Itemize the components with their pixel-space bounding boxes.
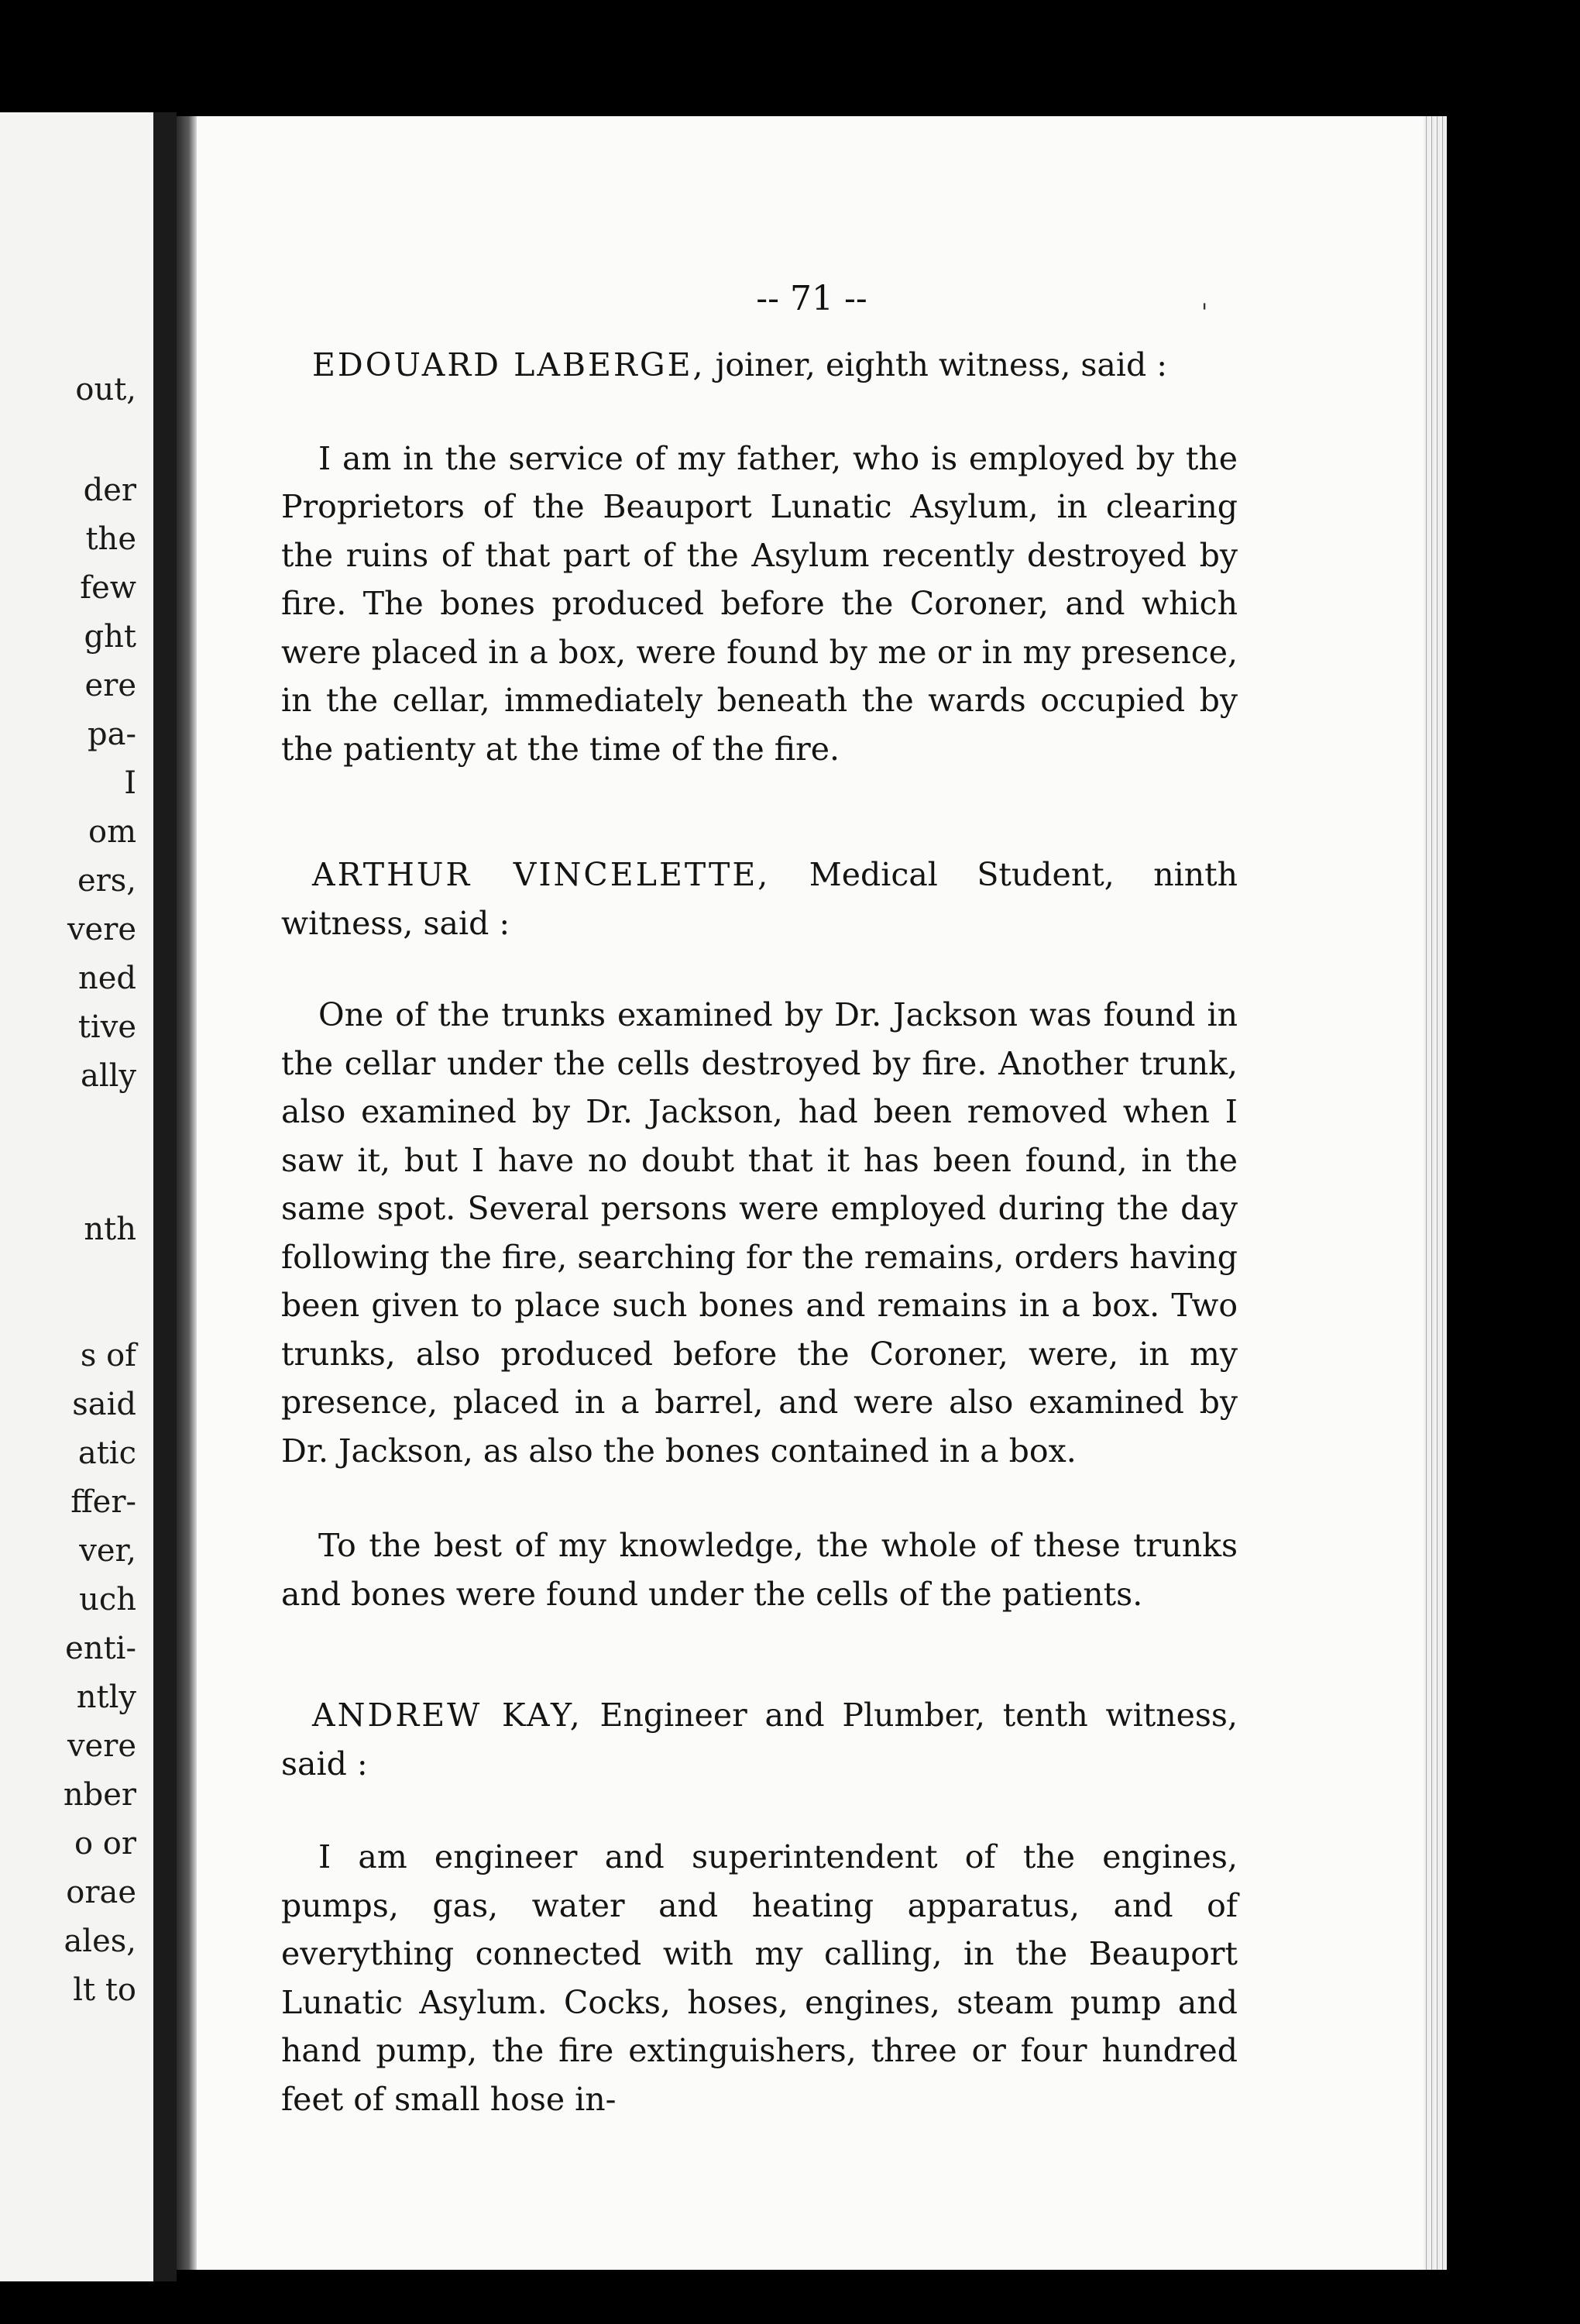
- left-page-fragment: ned: [77, 961, 136, 996]
- left-page-fragment: tive: [77, 1009, 136, 1045]
- testimony-paragraph: To the best of my knowledge, the whole of these trunks and bones were found under the cells of the patients.: [281, 1527, 1238, 1613]
- left-page-fragment: nth: [84, 1212, 136, 1247]
- left-page-fragment: der: [83, 473, 136, 508]
- witness-name: ARTHUR VINCELETTE,: [312, 856, 771, 893]
- left-page-fragment: ffer-: [70, 1484, 136, 1520]
- testimony-paragraph: One of the trunks examined by Dr. Jackson was found in the cellar under the cells destroyed by fire. Another trunk, also examined by Dr. Jackson, had been removed when I saw it, but I have no doubt that it has been found, in the same spot. Several persons were employed during the day following the fire, searching for the remains, orders having been given to place such bones and remains in a box. Two trunks, also produced before the Coroner, were, in my presence, placed in a barrel, and were also examined by Dr. Jackson, as also the bones contained in a box.: [281, 996, 1238, 1470]
- witness-heading: [281, 1691, 1238, 1788]
- left-page-fragment: few: [80, 570, 136, 606]
- witness-description: joiner, eighth witness, said :: [705, 346, 1168, 383]
- stray-ink-mark: ': [1201, 299, 1208, 326]
- left-page-fragment: orae: [66, 1875, 136, 1910]
- left-page-fragment: s of: [80, 1338, 136, 1373]
- left-page-fragment: ere: [84, 668, 136, 703]
- left-page-fragment: vere: [67, 912, 136, 947]
- left-page-fragment: ver,: [79, 1533, 136, 1569]
- witness-description: Medical Student, ninth witness, said :: [281, 856, 1238, 942]
- page-stack-edge: [1424, 116, 1447, 2270]
- left-page-fragment: atic: [77, 1435, 136, 1471]
- testimony-paragraph: I am in the service of my father, who is employed by the Proprietors of the Beauport Lunatic Asylum, in clearing the ruins of that part of the Asylum recently destroyed by fire. The bones produced before the Coroner, and which were placed in a box, were found by me or in my presence, in the cellar, immediately beneath the wards occupied by the patienty at the time of the fire.: [281, 439, 1238, 768]
- testimony-paragraph: I am engineer and superintendent of the engines, pumps, gas, water and heating apparatus, and of everything connected with my calling, in the Beauport Lunatic Asylum. Cocks, hoses, engines, steam pump and hand pump, the fire extinguishers, three or four hundred feet of small hose in-: [281, 1838, 1238, 2118]
- left-page-fragment: ally: [80, 1058, 136, 1094]
- witness-name: EDOUARD LABERGE,: [312, 346, 706, 383]
- left-page-fragment: vere: [67, 1728, 136, 1764]
- left-page-fragment: lt to: [73, 1972, 136, 2008]
- book-gutter: [153, 112, 177, 2281]
- left-page-fragment: enti-: [65, 1631, 136, 1666]
- witness-name: ANDREW KAY,: [312, 1697, 582, 1734]
- left-page-fragment: said: [72, 1387, 136, 1422]
- book-page: [177, 116, 1447, 2270]
- left-page-fragment: o or: [74, 1826, 136, 1862]
- witness-heading: [281, 341, 1238, 390]
- page-binding-shadow: [177, 116, 197, 2270]
- left-page-fragment: ers,: [77, 863, 136, 899]
- left-page-fragment: pa-: [88, 717, 136, 752]
- left-page-fragment: ght: [84, 619, 136, 655]
- left-page-fragment: I: [124, 765, 136, 801]
- page-number: -- 71 --: [756, 279, 867, 318]
- left-page-fragment: nber: [63, 1777, 136, 1813]
- left-page-fragment: ntly: [76, 1679, 136, 1715]
- left-page-fragment: ales,: [64, 1923, 136, 1959]
- page-text: [281, 341, 1238, 2123]
- left-page-fragment: uch: [79, 1582, 136, 1618]
- witness-heading: [281, 851, 1238, 947]
- witness-description: Engineer and Plumber, tenth witness, said :: [281, 1697, 1238, 1783]
- previous-page-strip: [0, 112, 153, 2281]
- left-page-fragment: out,: [75, 372, 136, 407]
- left-page-fragment: om: [88, 814, 136, 850]
- left-page-fragment: the: [85, 521, 136, 557]
